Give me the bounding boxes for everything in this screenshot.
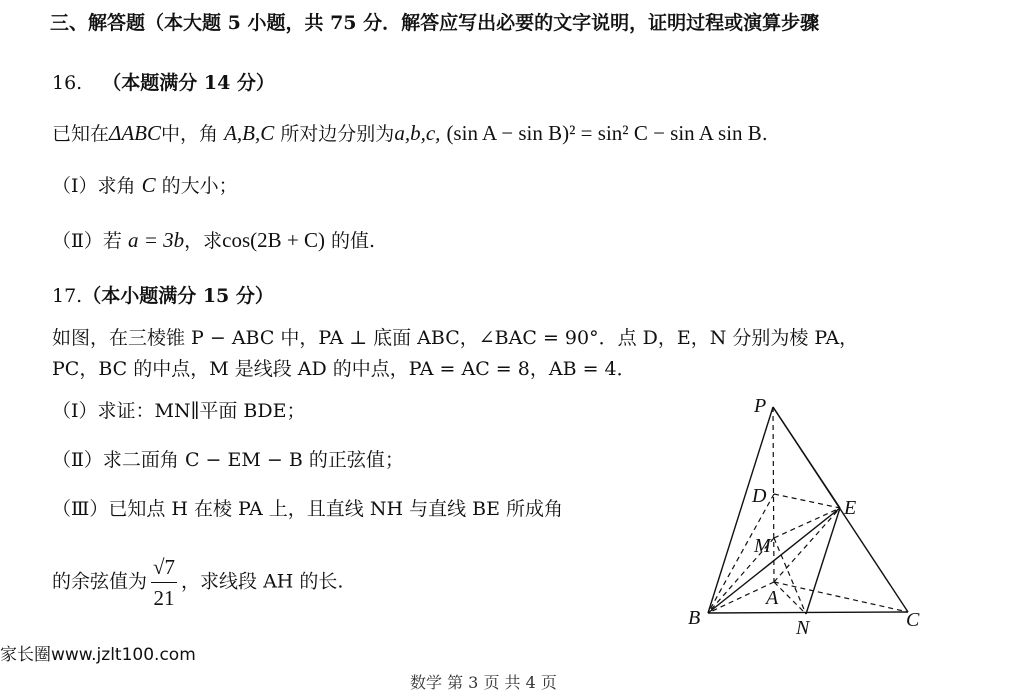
q17-part3-post: ，求线段 AH 的长.: [181, 570, 344, 593]
q16-sides: a,b,c,: [394, 121, 441, 145]
q16-part2-mid: ，求: [184, 230, 223, 252]
q16-part1: [52, 172, 238, 199]
edge-PB: [708, 407, 773, 613]
q17-part3-pre: 的余弦值为: [52, 570, 148, 593]
q17-part1: （Ⅰ）求证：MN∥平面 BDE；: [52, 400, 306, 422]
q17-part2: （Ⅱ）求二面角 C − EM − B 的正弦值；: [52, 449, 404, 471]
q16-stem: [52, 120, 768, 147]
label-A: A: [766, 587, 779, 609]
edge-DE: [774, 494, 840, 508]
q16-stem-prefix: 已知在: [52, 123, 110, 145]
q16-part2-label: （Ⅱ）若: [52, 230, 122, 252]
page-footer: 数学 第 3 页 共 4 页: [410, 673, 557, 692]
label-M: M: [754, 535, 771, 557]
q17-number: 17.: [52, 285, 83, 307]
q17-header: [52, 283, 274, 309]
edge-PE-thick: [773, 407, 840, 508]
q17-part3-line2: [52, 552, 343, 613]
q17-score: （本小题满分 15 分）: [82, 285, 274, 307]
watermark: 家长圈www.jzlt100.com: [0, 645, 196, 665]
label-P: P: [754, 395, 767, 417]
q16-score: （本题满分 14 分）: [102, 72, 275, 94]
q16-part1-var: C: [141, 173, 156, 197]
label-B: B: [688, 607, 701, 629]
edge-AC: [774, 582, 908, 612]
q16-header: [52, 70, 275, 96]
edge-MN: [774, 538, 806, 614]
edge-BC: [708, 612, 908, 613]
q16-angles: A,B,C: [224, 121, 275, 145]
fraction-numerator: √7: [151, 552, 177, 583]
label-C: C: [906, 609, 920, 631]
q17-stem-line2: PC，BC 的中点，M 是线段 AD 的中点，PA = AC = 8，AB = 4．: [52, 358, 636, 380]
q16-equation: (sin A − sin B)² = sin² C − sin A sin B: [446, 121, 762, 145]
q17-part3-line1: （Ⅲ）已知点 H 在棱 PA 上，且直线 NH 与直线 BE 所成角: [52, 498, 563, 520]
edge-AE: [774, 508, 840, 582]
cosine-fraction: [151, 552, 177, 613]
q16-stem-mid: 中，角: [161, 123, 219, 145]
label-N: N: [796, 617, 810, 639]
q16-part2: [52, 227, 375, 254]
q16-stem-mid2: 所对边分别为: [280, 123, 395, 145]
label-D: D: [752, 485, 767, 507]
q16-part1-end: 的大小；: [161, 175, 238, 197]
q16-number: 16.: [52, 72, 83, 94]
fraction-denominator: 21: [153, 586, 175, 610]
section-header: 三、解答题（本大题 5 小题，共 75 分．解答应写出必要的文字说明，证明过程或演算步骤: [50, 12, 820, 34]
pyramid-figure: [680, 390, 930, 640]
label-E: E: [844, 497, 857, 519]
q16-part2-expr: cos(2B + C): [222, 228, 325, 252]
edge-EN: [806, 508, 840, 614]
q16-stem-end: .: [761, 123, 768, 145]
q16-part1-label: （Ⅰ）求角: [52, 175, 136, 197]
q16-part2-cond: a = 3b: [127, 228, 185, 252]
edge-AN: [774, 582, 806, 614]
q16-part2-end: 的值.: [331, 230, 376, 252]
q16-triangle: ΔABC: [109, 121, 162, 145]
q17-stem-line1: 如图，在三棱锥 P − ABC 中，PA ⊥ 底面 ABC，∠BAC = 90°．点 D，E，N 分别为棱 PA，: [52, 327, 859, 349]
